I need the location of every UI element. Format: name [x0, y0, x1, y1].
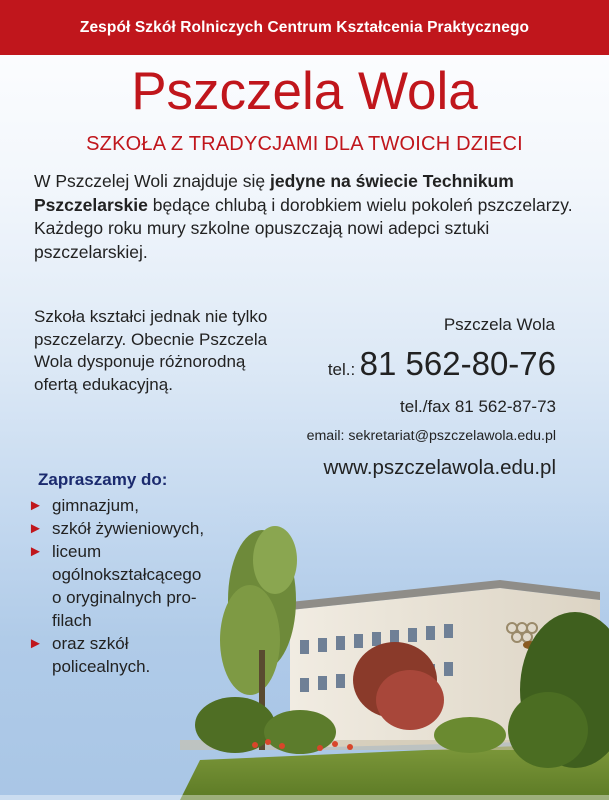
list-item-label: liceum ogólnokształcącego o oryginalnych pro-filach: [52, 542, 202, 630]
offer-paragraph: Szkoła kształci jednak nie tylko pszczelarzy. Obecnie Pszczela Wola dysponuje różnorodną ofertą edukacyjną.: [34, 307, 268, 394]
contact-town: Pszczela Wola: [443, 315, 555, 334]
intro-highlight: jedyne na świecie Technikum Pszczelarskie: [34, 171, 514, 215]
intro-text-2: będące chlubą i dorobkiem wielu pokoleń pszczelarzy. Każdego roku mury szkolne opuszczają nowi adepci sztuki pszczelarskiej.: [34, 194, 573, 262]
phone-label: tel.:: [327, 360, 356, 379]
list-item: [28, 517, 268, 540]
phone-row: [260, 345, 556, 383]
arrow-right-icon: ►: [28, 520, 43, 537]
list-item: [28, 494, 268, 517]
tagline: SZKOŁA Z TRADYCJAMI DLA TWOICH DZIECI: [86, 133, 523, 155]
list-item-label: szkół żywieniowych,: [52, 519, 205, 538]
list-item: [28, 632, 268, 678]
intro-text-1: W Pszczelej Woli znajduje się: [34, 171, 271, 191]
page-title: Pszczela Wola: [131, 62, 478, 121]
arrow-right-icon: ►: [28, 497, 43, 514]
arrow-right-icon: ►: [28, 635, 43, 652]
email-address[interactable]: email: sekretariat@pszczelawola.edu.pl: [306, 428, 556, 444]
fax-number: tel./fax 81 562-87-73: [400, 397, 556, 416]
invite-list: [28, 494, 268, 678]
arrow-right-icon: ►: [28, 543, 43, 560]
website-link[interactable]: www.pszczelawola.edu.pl: [323, 456, 556, 479]
header-bar: [0, 0, 609, 55]
list-item-label: oraz szkół policealnych.: [52, 634, 151, 676]
invite-heading: Zapraszamy do:: [38, 470, 168, 489]
school-name: Zespół Szkół Rolniczych Centrum Kształcenia Praktycznego: [79, 19, 530, 36]
list-item-label: gimnazjum,: [52, 496, 139, 515]
phone-number[interactable]: 81 562-80-76: [359, 345, 556, 382]
list-item: [28, 540, 268, 632]
intro-paragraph: [34, 170, 594, 264]
